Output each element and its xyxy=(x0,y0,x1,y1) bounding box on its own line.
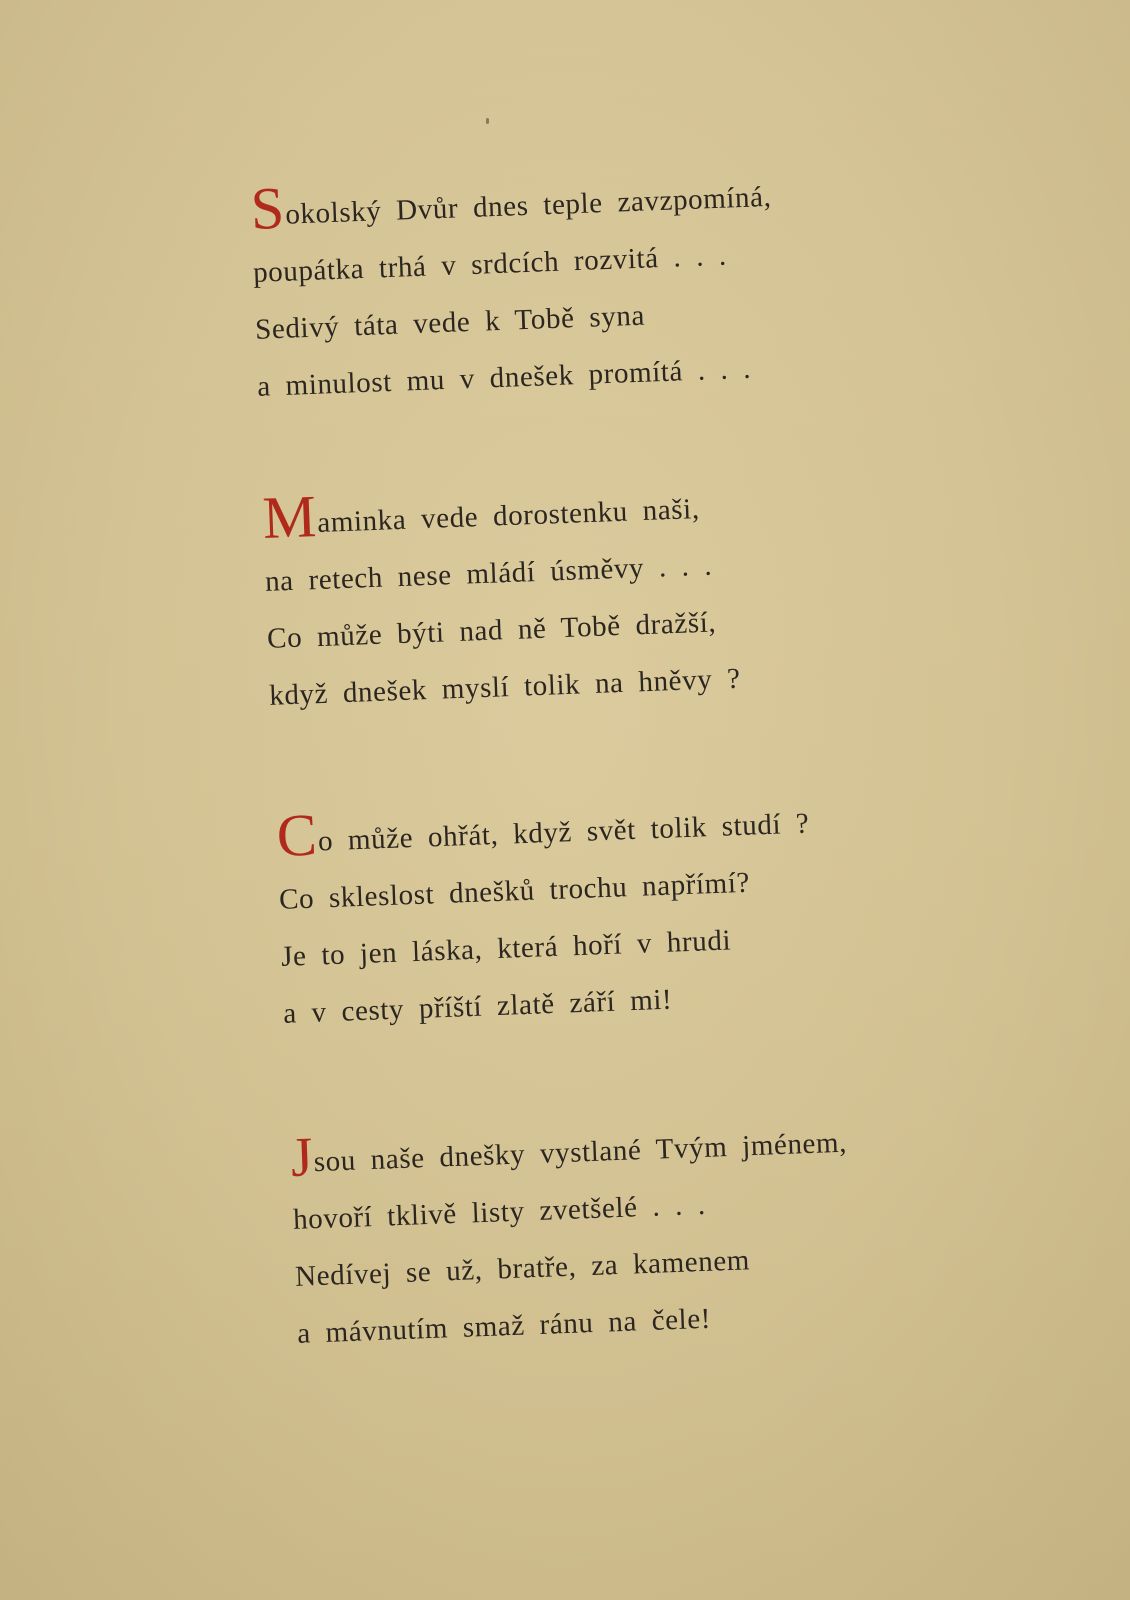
stanza-1 xyxy=(250,162,958,415)
first-line-text: aminka vede dorostenku naši, xyxy=(316,492,701,539)
drop-cap-initial: C xyxy=(275,801,318,869)
poem-line: a mávnutím smaž ránu na čele! xyxy=(296,1302,712,1350)
first-line-text: sou naše dnešky vystlané Tvým jménem, xyxy=(313,1126,848,1179)
stanza-2 xyxy=(262,471,970,724)
poem-line: poupátka trhá v srdcích rozvitá . . . xyxy=(252,239,728,289)
poem-line: hovoří tklivě listy zvetšelé . . . xyxy=(292,1188,707,1236)
poem-line: když dnešek myslí tolik na hněvy ? xyxy=(268,662,742,712)
drop-cap-initial: S xyxy=(249,174,286,242)
first-line-text: okolský Dvůr dnes teple zavzpomíná, xyxy=(284,180,772,231)
drop-cap-initial: J xyxy=(289,1126,314,1189)
first-line-text: o může ohřát, když svět tolik studí ? xyxy=(317,807,810,858)
stanza-3 xyxy=(276,789,984,1042)
paper-speck xyxy=(486,118,489,124)
poem-line: Je to jen láska, která hoří v hrudi xyxy=(280,924,732,973)
drop-cap-initial: M xyxy=(261,483,318,551)
poem-line: na retech nese mládí úsměvy . . . xyxy=(264,549,713,598)
poem-line: a v cesty příští zlatě září mi! xyxy=(282,983,673,1030)
stanza-4 xyxy=(290,1109,998,1362)
poem-line: a minulost mu v dnešek promítá . . . xyxy=(256,352,752,403)
poem-line: Co může býti nad ně Tobě dražší, xyxy=(266,606,717,655)
poem-line: Sedivý táta vede k Tobě syna xyxy=(254,299,646,346)
poem-line: Co skleslost dnešků trochu napřímí? xyxy=(278,866,751,916)
poem-line: Nedívej se už, bratře, za kamenem xyxy=(294,1244,751,1293)
